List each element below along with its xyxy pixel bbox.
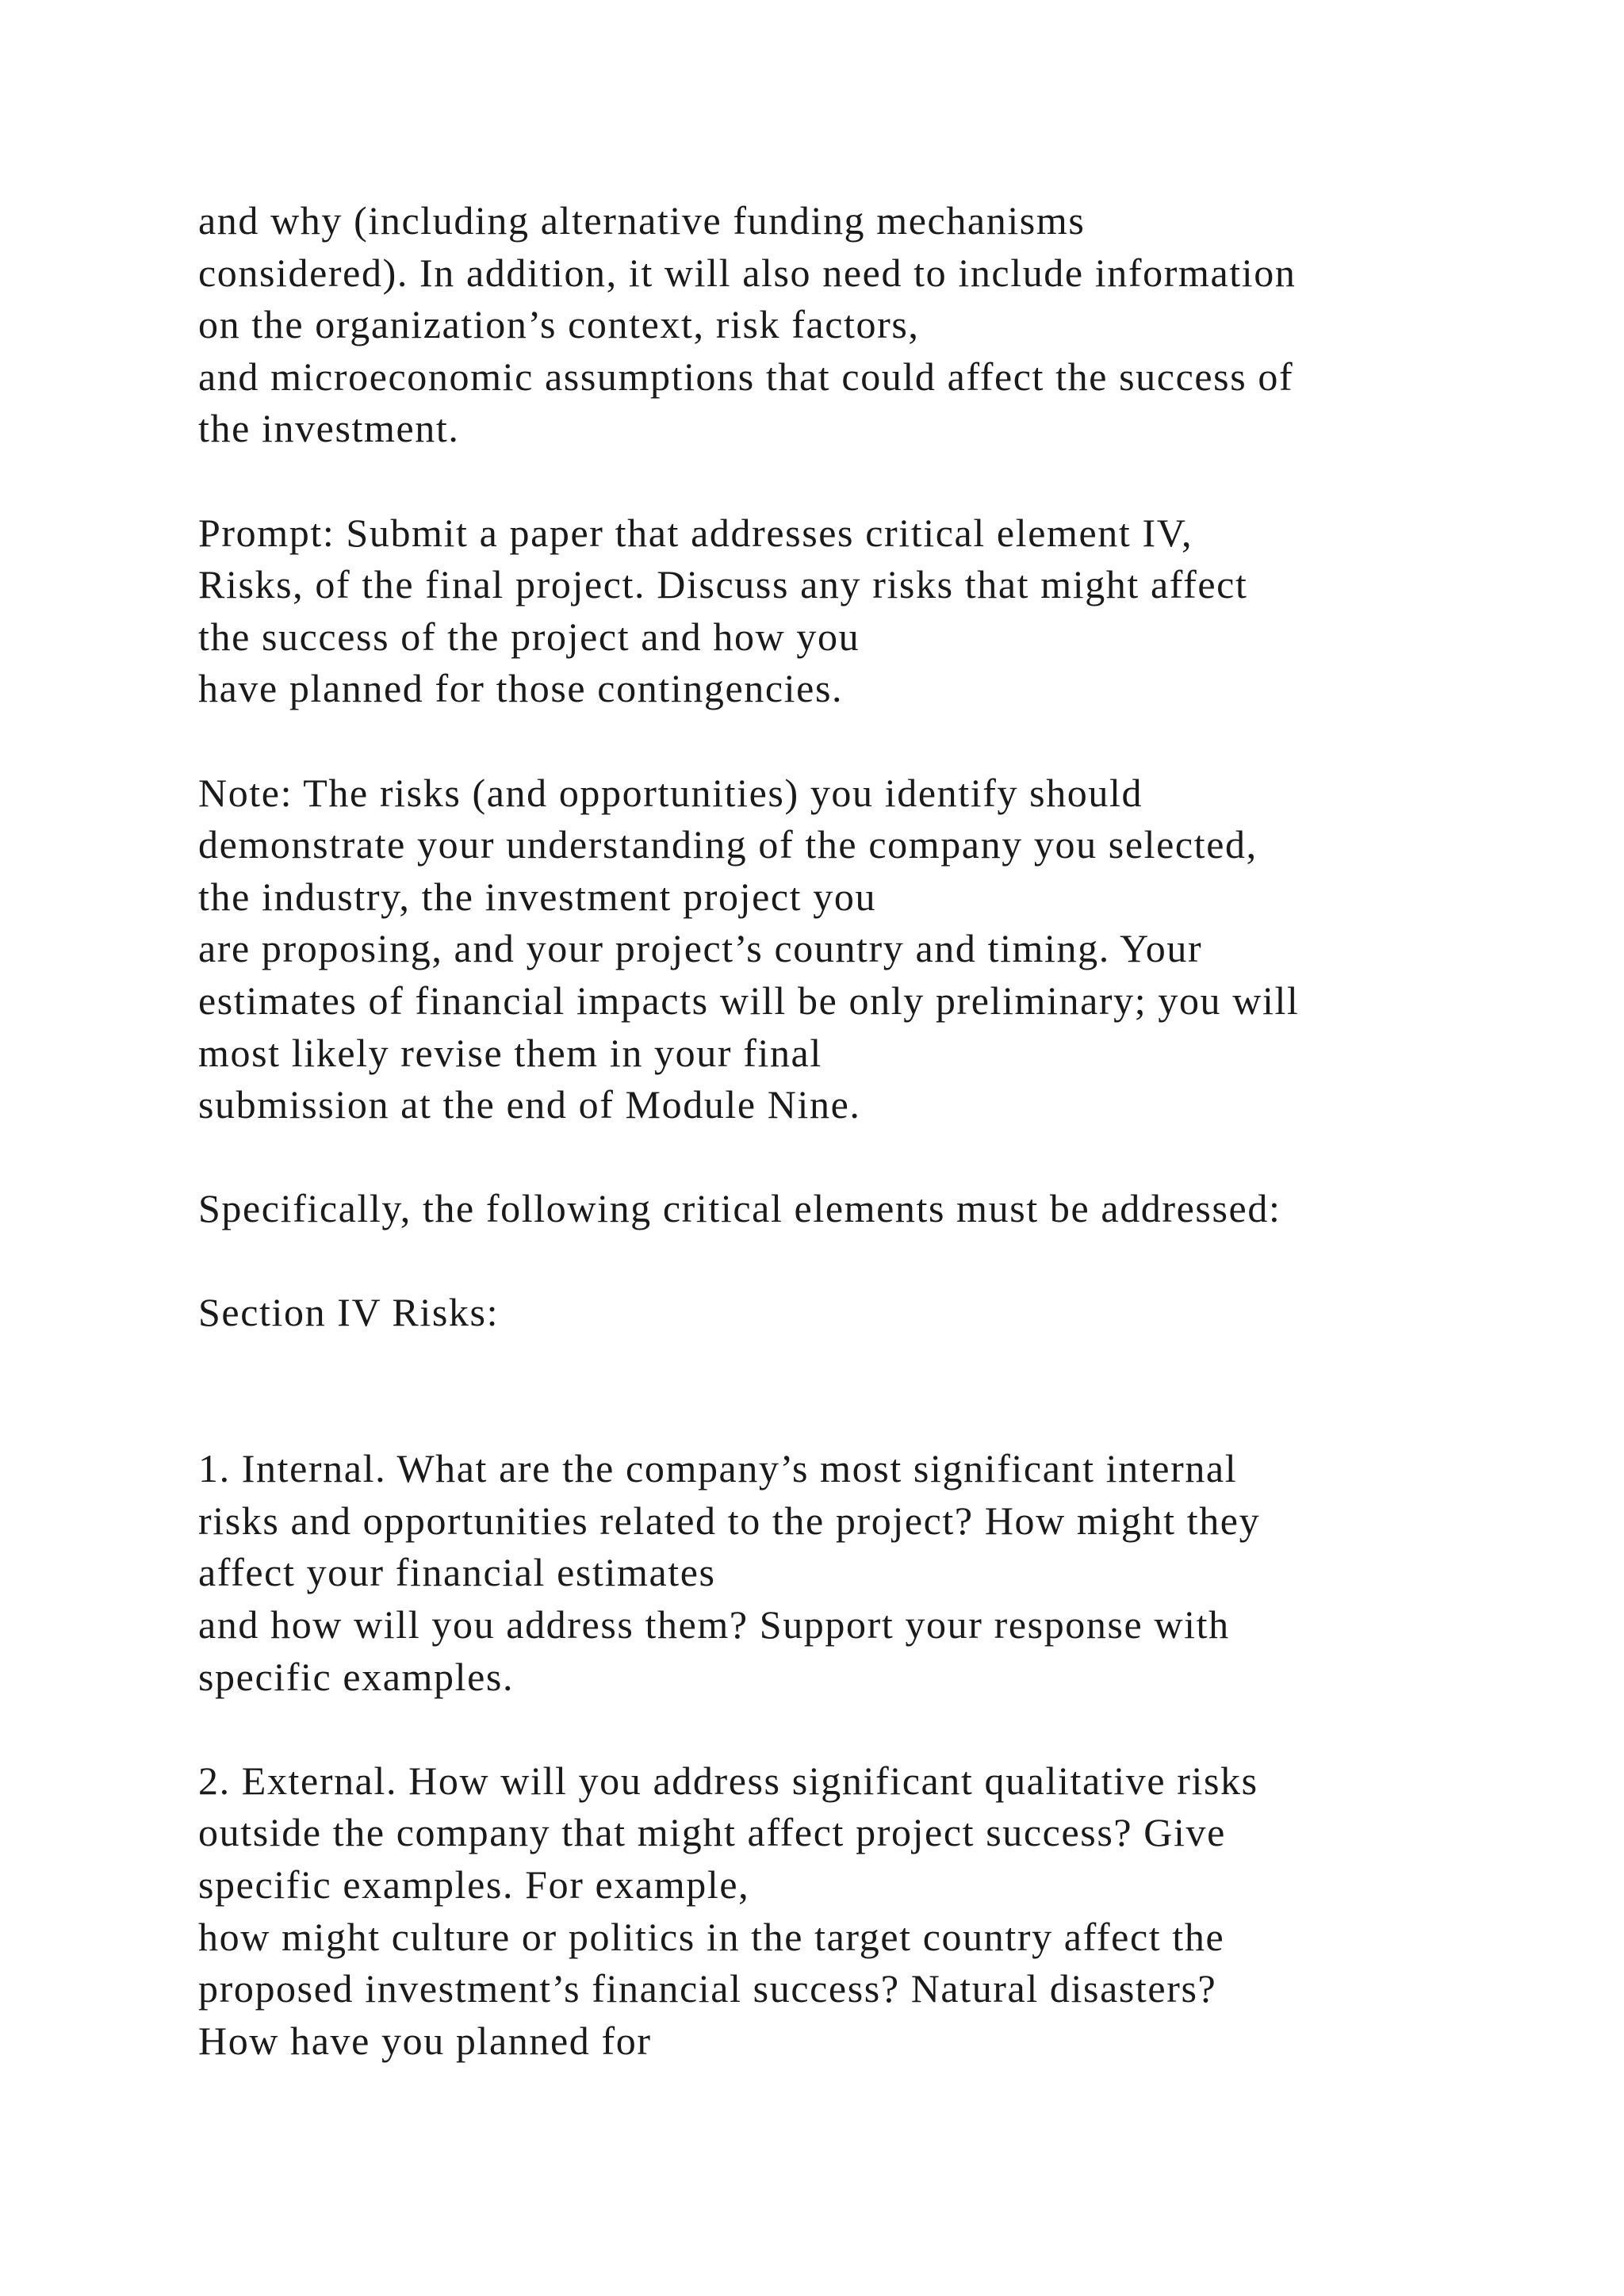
text-line: How have you planned for <box>198 2018 652 2063</box>
paragraph-note <box>198 767 1467 1131</box>
text-line: demonstrate your understanding of the company you selected, <box>198 822 1258 867</box>
text-line: affect your financial estimates <box>198 1550 716 1595</box>
paragraph-gap <box>198 1339 1467 1391</box>
text-line: on the organization’s context, risk factors, <box>198 302 920 347</box>
text-line: 1. Internal. What are the company’s most significant internal <box>198 1446 1238 1491</box>
text-line: 2. External. How will you address significant qualitative risks <box>198 1758 1258 1803</box>
paragraph-gap <box>198 1703 1467 1755</box>
paragraph-prompt <box>198 507 1467 715</box>
paragraph-gap <box>198 715 1467 767</box>
text-line: and microeconomic assumptions that could affect the success of <box>198 354 1294 399</box>
text-line: have planned for those contingencies. <box>198 666 844 711</box>
text-line: risks and opportunities related to the project? How might they <box>198 1498 1261 1543</box>
section-title: Section IV Risks: <box>198 1290 500 1335</box>
paragraph-gap <box>198 1235 1467 1288</box>
text-line: and how will you address them? Support your response with <box>198 1602 1230 1647</box>
paragraph-gap <box>198 1131 1467 1184</box>
text-line: Risks, of the final project. Discuss any risks that might affect <box>198 562 1248 607</box>
paragraph-intro-continuation <box>198 195 1467 455</box>
text-line: most likely revise them in your final <box>198 1030 822 1075</box>
text-line: submission at the end of Module Nine. <box>198 1082 861 1127</box>
document-body <box>198 195 1467 2067</box>
section-heading <box>198 1287 1467 1339</box>
text-line: estimates of financial impacts will be only preliminary; you will <box>198 978 1300 1023</box>
text-line: Note: The risks (and opportunities) you identify should <box>198 770 1143 815</box>
text-line: Prompt: Submit a paper that addresses critical element IV, <box>198 510 1193 555</box>
text-line: specific examples. For example, <box>198 1862 750 1907</box>
list-item-internal <box>198 1443 1467 1703</box>
list-item-external <box>198 1755 1467 2068</box>
text-line: outside the company that might affect project success? Give <box>198 1810 1226 1855</box>
paragraph-gap <box>198 455 1467 507</box>
text-line: the success of the project and how you <box>198 614 860 659</box>
text-line: how might culture or politics in the target country affect the <box>198 1914 1225 1959</box>
text-line: considered). In addition, it will also need to include information <box>198 250 1297 295</box>
text-line: specific examples. <box>198 1654 515 1699</box>
paragraph-gap <box>198 1391 1467 1444</box>
text-line: are proposing, and your project’s country and timing. Your <box>198 926 1203 971</box>
text-line: proposed investment’s financial success? Natural disasters? <box>198 1966 1217 2011</box>
text-line: Specifically, the following critical elements must be addressed: <box>198 1186 1281 1231</box>
paragraph-specifically <box>198 1183 1467 1235</box>
text-line: the investment. <box>198 406 460 451</box>
text-line: the industry, the investment project you <box>198 874 877 919</box>
text-line: and why (including alternative funding mechanisms <box>198 198 1086 243</box>
